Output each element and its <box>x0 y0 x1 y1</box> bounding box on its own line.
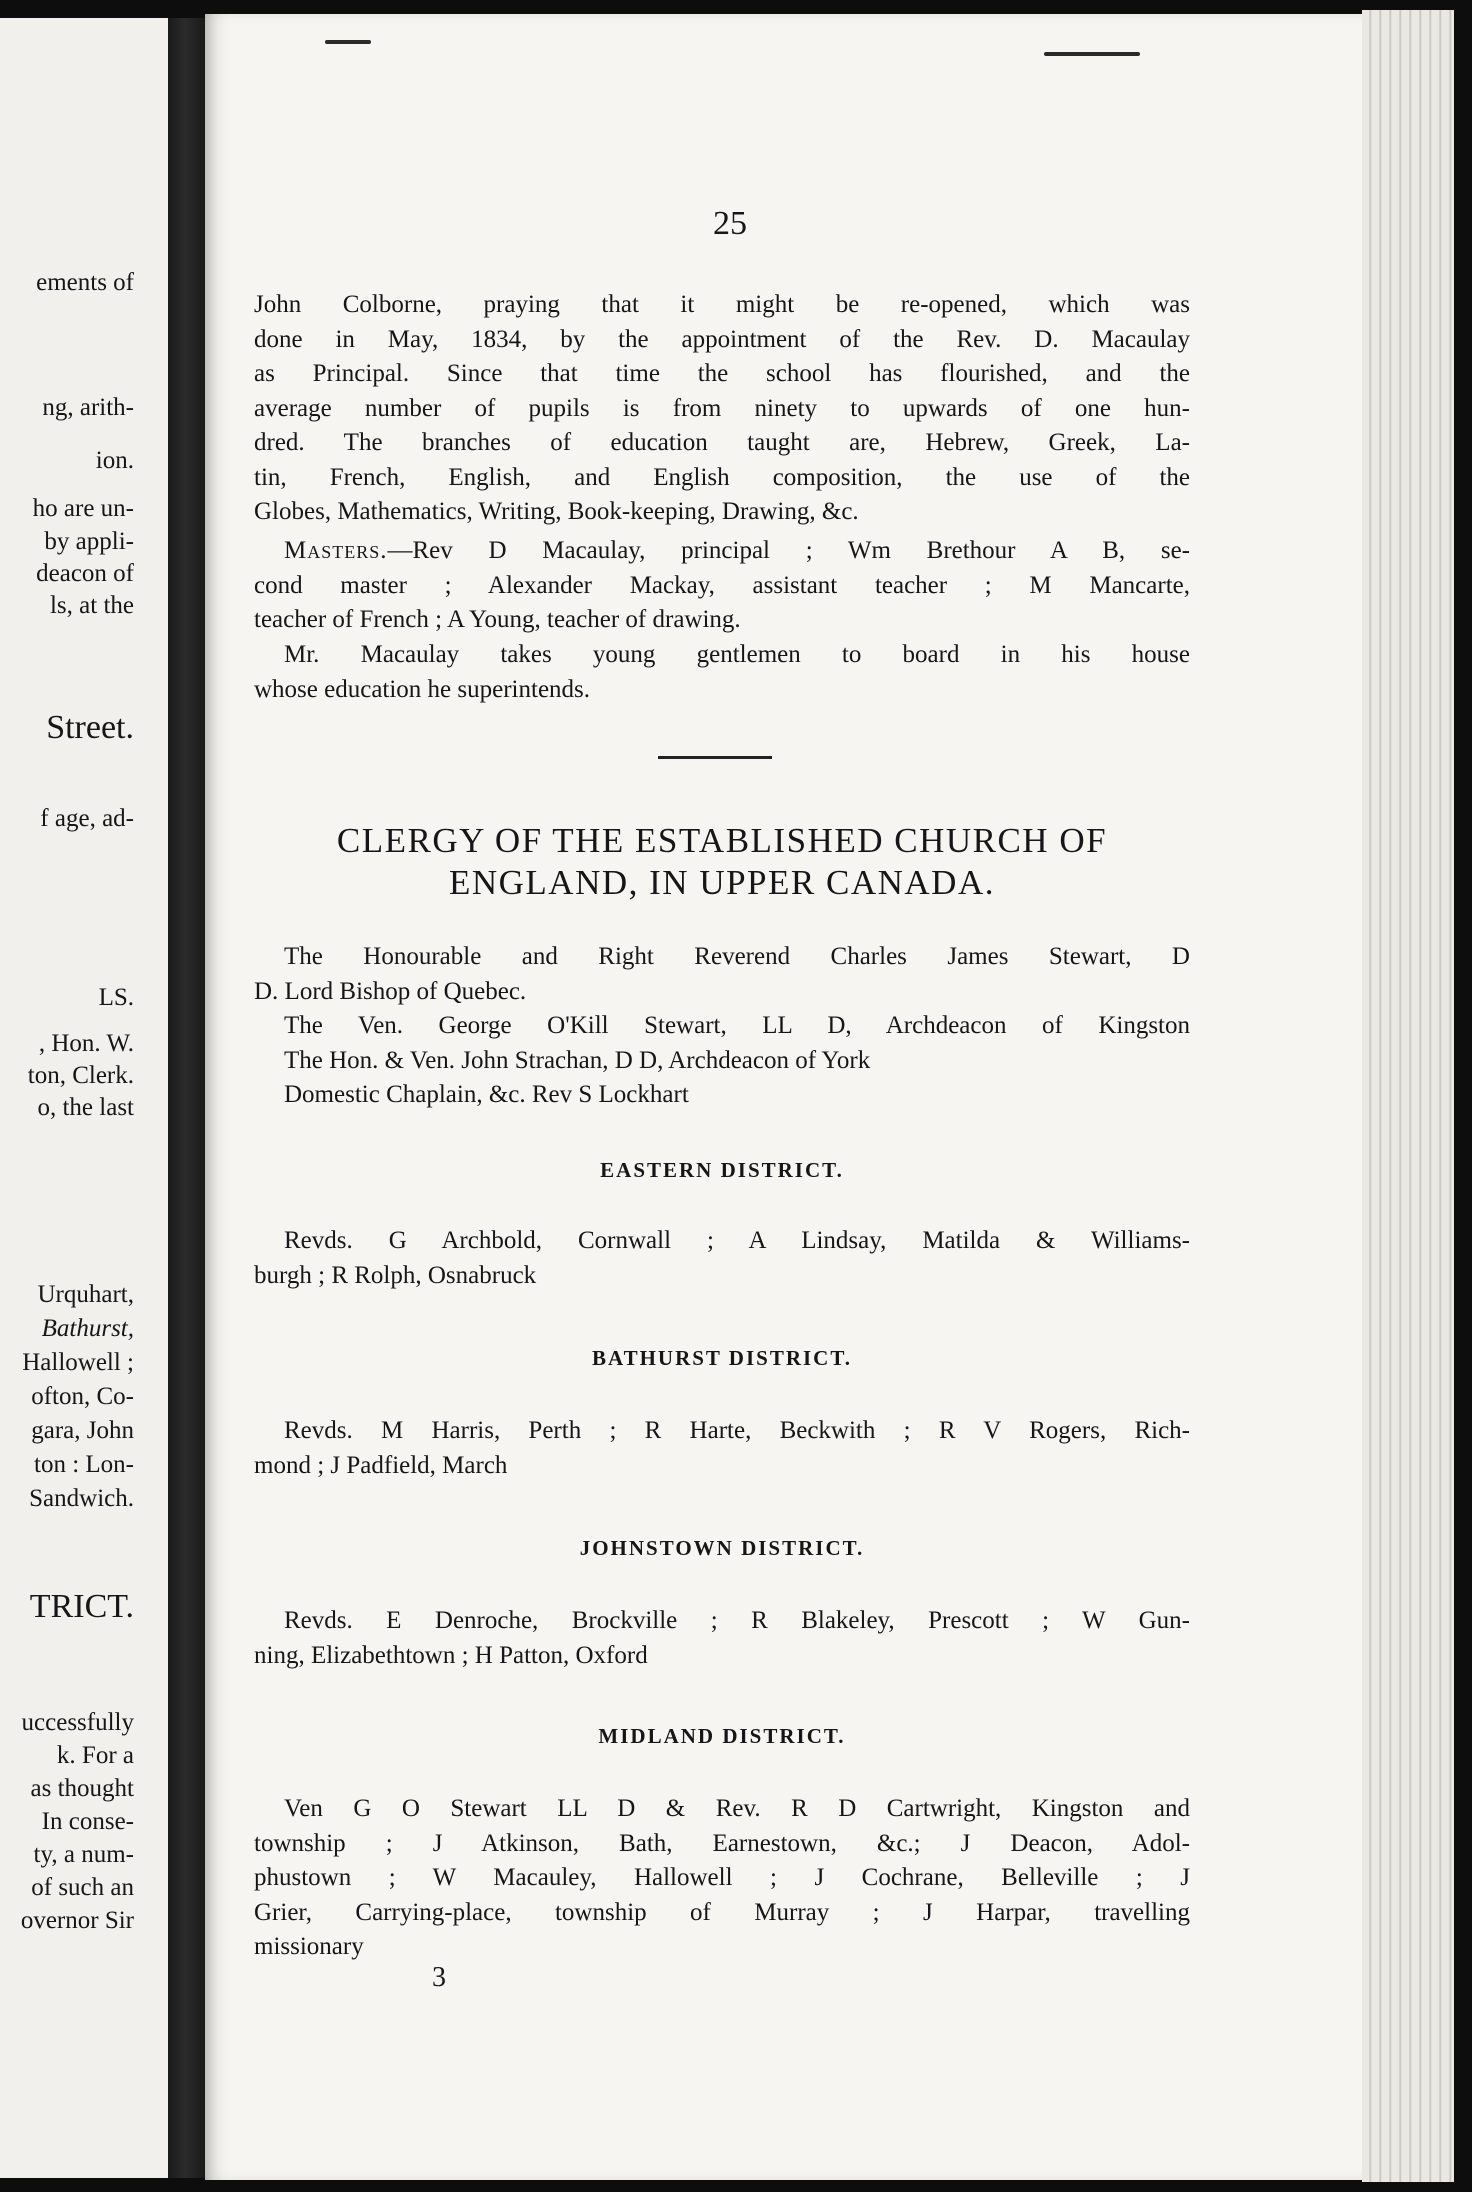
text-line: township ; J Atkinson, Bath, Earnestown, &c.; J Deacon, Adol- <box>254 1829 1190 1857</box>
section-divider <box>658 756 772 759</box>
masters-label: Masters. <box>284 537 388 564</box>
district-heading: BATHURST DISTRICT. <box>591 1346 853 1370</box>
text-line: missionary <box>254 1933 364 1960</box>
print-mark <box>1044 52 1140 56</box>
page-edges <box>1362 10 1454 2182</box>
book-gutter <box>168 18 210 2178</box>
left-fragment: ion. <box>95 447 134 474</box>
left-fragment: of such an <box>31 1874 134 1901</box>
left-fragment: overnor Sir <box>20 1907 134 1934</box>
left-fragment: f age, ad- <box>40 805 134 832</box>
left-fragment: by appli- <box>44 528 134 555</box>
masters-text: —Rev D Macaulay, principal ; Wm Brethour A B, se- <box>387 537 1190 564</box>
text-line: burgh ; R Rolph, Osnabruck <box>254 1261 537 1289</box>
left-fragment: Street. <box>46 709 134 746</box>
left-fragment: Sandwich. <box>29 1485 134 1512</box>
left-fragment: ements of <box>36 269 134 296</box>
text-line: average number of pupils is from ninety to upwards of one hun- <box>254 394 1190 422</box>
left-fragment: ho are un- <box>32 495 134 522</box>
text-line: done in May, 1834, by the appointment of the Rev. D. Macaulay <box>254 325 1190 353</box>
text-line: cond master ; Alexander Mackay, assistant teacher ; M Mancarte, <box>254 571 1190 599</box>
text-line: D. Lord Bishop of Quebec. <box>254 977 527 1005</box>
left-fragment: Urquhart, <box>37 1281 134 1308</box>
clergy-heading <box>254 820 1190 904</box>
text-line: Revds. G Archbold, Cornwall ; A Lindsay, Matilda & Williams- <box>284 1227 1190 1254</box>
masters-paragraph <box>254 534 1190 638</box>
left-fragment: Bathurst, <box>41 1315 134 1342</box>
text-line: The Hon. & Ven. John Strachan, D D, Archdeacon of York <box>284 1046 871 1074</box>
district-heading: EASTERN DISTRICT. <box>600 1158 844 1182</box>
text-line: as Principal. Since that time the school has flourished, and the <box>254 360 1190 387</box>
left-fragment: LS. <box>98 984 134 1011</box>
text-line: The Ven. George O'Kill Stewart, LL D, Archdeacon of Kingston <box>284 1012 1190 1039</box>
left-fragment: as thought <box>30 1775 134 1802</box>
left-fragment: ofton, Co- <box>31 1383 134 1410</box>
text-line <box>254 534 1190 569</box>
text-line: The Honourable and Right Reverend Charles James Stewart, D <box>284 943 1190 970</box>
text-line: Ven G O Stewart LL D & Rev. R D Cartwright, Kingston and <box>284 1795 1190 1822</box>
bishops-list <box>254 940 1190 1113</box>
text-line: Mr. Macaulay takes young gentlemen to board in his house <box>284 641 1190 668</box>
district-clergy <box>254 1604 1190 1673</box>
left-fragment: In conse- <box>41 1808 134 1835</box>
text-line: dred. The branches of education taught are, Hebrew, Greek, La- <box>254 429 1190 456</box>
left-fragment: ls, at the <box>49 592 134 619</box>
left-fragment: uccessfully <box>21 1709 134 1736</box>
district-heading: JOHNSTOWN DISTRICT. <box>579 1536 865 1560</box>
text-line: Revds. M Harris, Perth ; R Harte, Beckwith ; R V Rogers, Rich- <box>284 1417 1190 1444</box>
heading-line: CLERGY OF THE ESTABLISHED CHURCH OF <box>336 821 1108 860</box>
text-line: Revds. E Denroche, Brockville ; R Blakeley, Prescott ; W Gun- <box>284 1607 1190 1634</box>
text-line: mond ; J Padfield, March <box>254 1451 508 1479</box>
boarding-paragraph <box>254 638 1190 707</box>
print-mark <box>325 40 371 44</box>
left-fragment: ton, Clerk. <box>27 1062 134 1089</box>
signature-mark: 3 <box>432 1962 446 1993</box>
text-line: ning, Elizabethtown ; H Patton, Oxford <box>254 1641 648 1669</box>
left-fragment: , Hon. W. <box>38 1030 134 1057</box>
left-fragment: gara, John <box>31 1417 134 1444</box>
text-line: teacher of French ; A Young, teacher of drawing. <box>254 606 741 633</box>
left-fragment: k. For a <box>56 1742 134 1769</box>
district-clergy <box>254 1792 1190 1965</box>
text-line: phustown ; W Macauley, Hallowell ; J Cochrane, Belleville ; J <box>254 1864 1190 1891</box>
left-fragment: Hallowell ; <box>22 1349 134 1376</box>
left-fragment: deacon of <box>36 560 134 587</box>
text-line: whose education he superintends. <box>254 675 591 703</box>
left-facing-page <box>0 18 168 2178</box>
school-paragraph <box>254 288 1190 530</box>
district-heading: MIDLAND DISTRICT. <box>598 1724 846 1748</box>
left-fragment: ton : Lon- <box>34 1451 134 1478</box>
text-line: tin, French, English, and English composition, the use of the <box>254 463 1190 491</box>
district-clergy <box>254 1414 1190 1483</box>
left-fragment: ty, a num- <box>33 1841 134 1868</box>
heading-line: ENGLAND, IN UPPER CANADA. <box>449 863 995 902</box>
left-fragment: TRICT. <box>29 1588 134 1625</box>
text-line: Globes, Mathematics, Writing, Book-keeping, Drawing, &c. <box>254 498 859 525</box>
district-clergy <box>254 1224 1190 1293</box>
page-number: 25 <box>713 205 747 242</box>
text-line: John Colborne, praying that it might be re-opened, which was <box>254 291 1190 318</box>
left-fragment: o, the last <box>37 1094 134 1121</box>
text-line: Grier, Carrying-place, township of Murray ; J Harpar, travelling <box>254 1898 1190 1926</box>
left-fragment: ng, arith- <box>42 394 134 421</box>
text-line: Domestic Chaplain, &c. Rev S Lockhart <box>284 1081 689 1108</box>
